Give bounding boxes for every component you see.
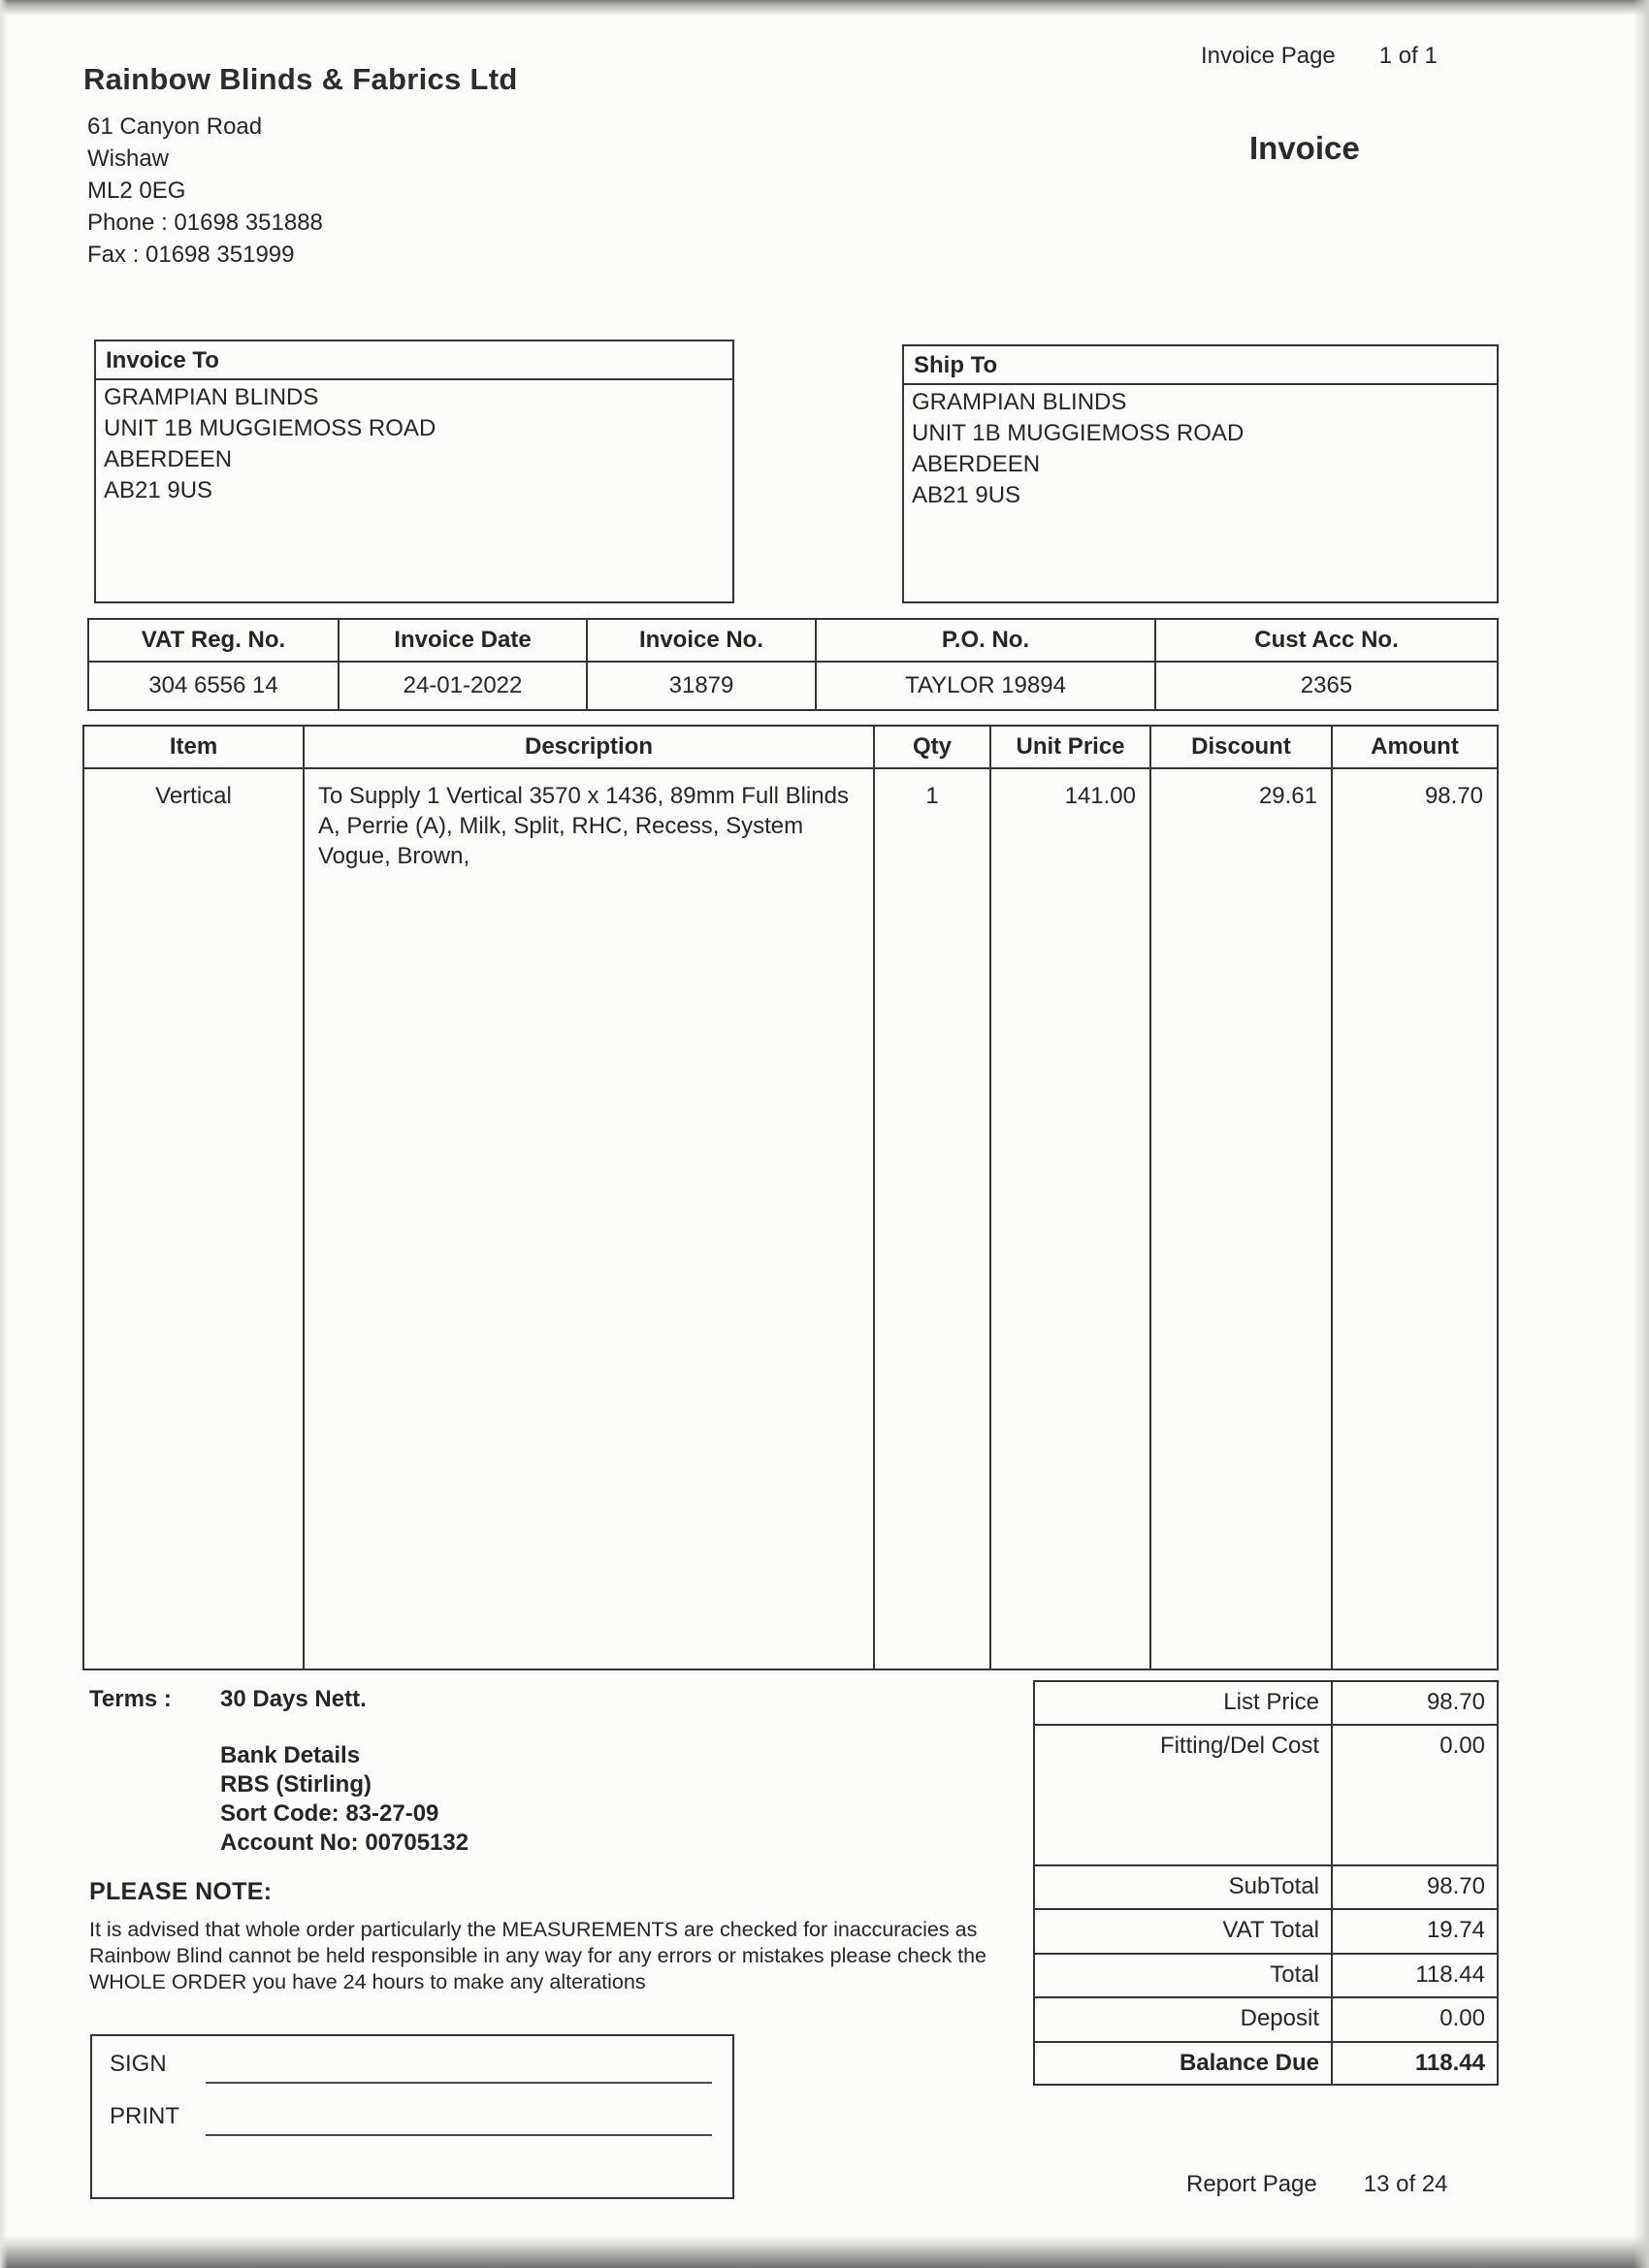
item-name: Vertical [155,783,232,809]
please-note-body: It is advised that whole order particularly the MEASUREMENTS are checked for inaccuracies as Rainbow Blind cannot be held responsible in any way for any errors or mistakes please check the WHOLE ORDER you have 24 hours to make any alterations [89,1918,986,1993]
company-phone: Phone : 01698 351888 [87,210,323,236]
sign-label: SIGN [110,2051,167,2077]
invoice-page-label: Invoice Page [1201,43,1336,69]
meta-header: Invoice No. [588,620,815,663]
ship-to-line: ABERDEEN [912,451,1041,477]
items-col-qty [875,727,991,1669]
total-value: 118.44 [1415,1961,1485,1988]
balance-due-value: 118.44 [1414,2050,1485,2076]
ship-to-box [902,344,1499,603]
invoice-to-line: ABERDEEN [104,446,233,472]
meta-col-invoice-date [340,620,588,709]
bank-sort-code: Sort Code: 83-27-09 [220,1800,439,1827]
invoice-to-label: Invoice To [96,341,732,380]
totals-row-vat-total [1035,1910,1497,1955]
item-unit-price: 141.00 [1064,783,1136,809]
company-address-line: Wishaw [87,146,170,172]
print-label: PRINT [110,2103,179,2129]
totals-row-total [1035,1955,1497,1998]
please-note-heading: PLEASE NOTE: [89,1878,273,1905]
totals-label: Balance Due [1035,2043,1333,2084]
items-header: Qty [875,727,989,769]
company-address [87,111,323,271]
item-discount: 29.61 [1258,783,1317,809]
invoice-to-line: AB21 9US [104,477,213,503]
ship-to-line: UNIT 1B MUGGIEMOSS ROAD [912,420,1245,446]
report-page-label: Report Page [1186,2171,1317,2197]
invoice-to-line: GRAMPIAN BLINDS [104,384,319,410]
totals-box [1033,1680,1499,2086]
meta-header: VAT Reg. No. [89,620,338,663]
item-amount: 98.70 [1424,783,1483,809]
items-col-discount [1151,727,1333,1669]
scan-edge-left [0,0,8,2268]
meta-header: P.O. No. [817,620,1154,663]
items-col-description [305,727,875,1669]
totals-label: Deposit [1035,1998,1333,2041]
company-address-line: ML2 0EG [87,178,186,204]
items-col-amount [1333,727,1497,1669]
invoice-title: Invoice [1249,130,1360,166]
scan-edge-top [0,0,1649,16]
item-description: To Supply 1 Vertical 3570 x 1436, 89mm Full Blinds A, Perrie (A), Milk, Split, RHC, Recess, System Vogue, Brown, [318,783,849,869]
line-items-table [82,725,1499,1670]
meta-header: Cust Acc No. [1156,620,1497,663]
totals-row-deposit [1035,1998,1497,2043]
totals-row-fitting-cost [1035,1726,1497,1866]
totals-label: List Price [1035,1682,1333,1724]
items-header: Description [305,727,873,769]
meta-col-vat-reg [89,620,340,709]
bank-name: RBS (Stirling) [220,1771,372,1798]
report-page-indicator [1186,2171,1448,2198]
deposit-value: 0.00 [1439,2005,1485,2031]
po-no: TAYLOR 19894 [905,672,1066,698]
invoice-to-address [96,380,732,506]
totals-row-balance-due [1035,2043,1497,2084]
sign-line [206,2082,712,2084]
fitting-cost-value: 0.00 [1439,1733,1485,1759]
invoice-to-box [94,340,734,603]
invoice-date: 24-01-2022 [403,672,523,698]
ship-to-label: Ship To [904,346,1497,385]
items-header: Discount [1151,727,1331,769]
meta-header: Invoice Date [340,620,586,663]
company-fax: Fax : 01698 351999 [87,242,295,268]
totals-label: VAT Total [1035,1910,1333,1953]
totals-row-list-price [1035,1682,1497,1726]
item-qty: 1 [925,783,939,809]
cust-acc-no: 2365 [1300,672,1353,698]
vat-total-value: 19.74 [1426,1917,1485,1943]
ship-to-address [904,385,1497,511]
invoice-page-indicator [1201,43,1438,70]
totals-row-subtotal [1035,1866,1497,1910]
totals-label: SubTotal [1035,1866,1333,1908]
ship-to-line: AB21 9US [912,482,1021,508]
bank-details-heading: Bank Details [220,1742,361,1768]
items-col-item [84,727,305,1669]
totals-label: Total [1035,1955,1333,1996]
meta-col-invoice-no [588,620,817,709]
list-price-value: 98.70 [1426,1689,1485,1715]
print-line [206,2134,712,2136]
invoice-page-value: 1 of 1 [1378,43,1438,69]
company-name: Rainbow Blinds & Fabrics Ltd [83,62,518,96]
ship-to-line: GRAMPIAN BLINDS [912,389,1127,415]
bank-account-no: Account No: 00705132 [220,1830,469,1856]
invoice-to-line: UNIT 1B MUGGIEMOSS ROAD [104,415,436,441]
items-header: Amount [1333,727,1497,769]
terms-value: 30 Days Nett. [220,1686,367,1712]
meta-col-cust-acc [1156,620,1497,709]
invoice-no: 31879 [668,672,734,698]
meta-col-po-no [817,620,1156,709]
invoice-meta-table [87,618,1499,711]
report-page-value: 13 of 24 [1363,2171,1448,2197]
vat-reg-no: 304 6556 14 [148,672,278,698]
subtotal-value: 98.70 [1426,1873,1485,1899]
signature-box [90,2034,734,2199]
terms-label: Terms : [89,1686,172,1712]
company-address-line: 61 Canyon Road [87,113,263,140]
scan-edge-bottom [0,2235,1649,2268]
totals-label: Fitting/Del Cost [1035,1726,1333,1864]
items-header: Unit Price [991,727,1149,769]
items-col-unit-price [991,727,1151,1669]
items-header: Item [84,727,303,769]
scan-edge-right [1633,0,1649,2268]
bank-details [220,1741,469,1858]
